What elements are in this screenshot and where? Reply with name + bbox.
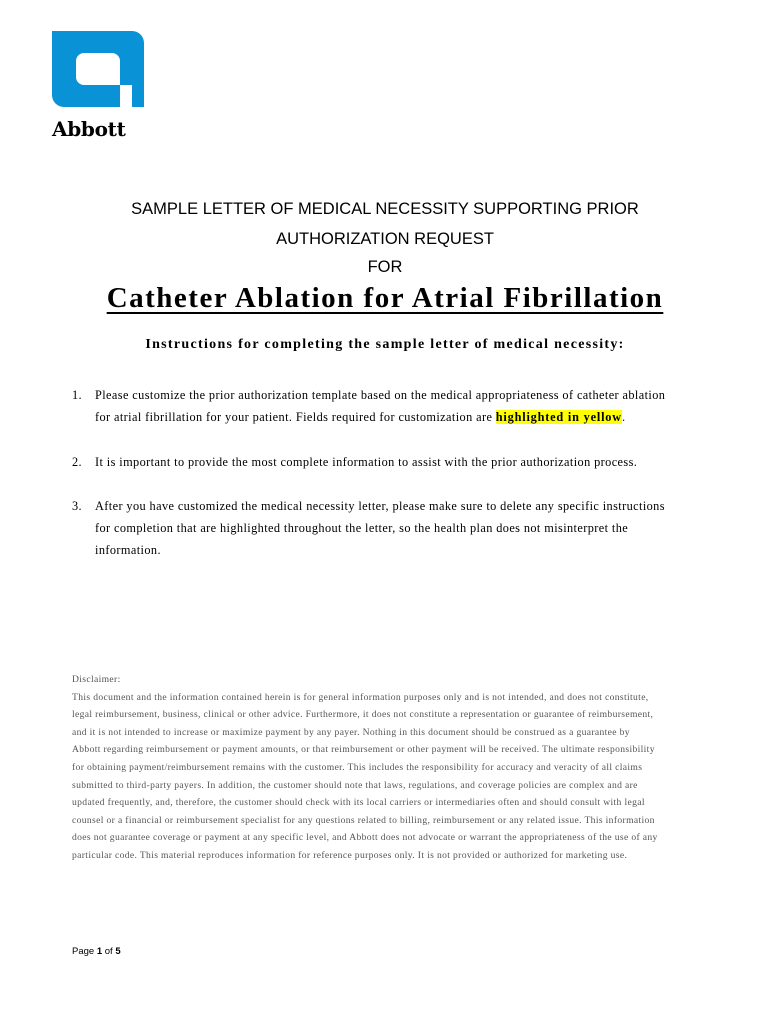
abbott-wordmark: Abbott [52,117,126,141]
disclaimer-label: Disclaimer: [72,674,121,685]
page-current: 1 [96,946,103,957]
disclaimer-line: counsel or a financial or reimbursement specialist for any questions related to billing, reimbursement or any related issue. This information [72,814,655,826]
disclaimer-line: Abbott regarding reimbursement or payment amounts, or that reimbursement or other payment will be received. The ultimate responsibility [72,744,655,756]
item-number: 2. [72,455,83,469]
disclaimer-line: updated frequently, and, therefore, the customer should check with its local carriers or intermediaries often and should consult with legal [72,797,645,809]
item-text: It is important to provide the most complete information to assist with the prior authorization process. [95,455,638,469]
item-line: Please customize the prior authorization template based on the medical appropriateness of catheter ablation [95,388,666,402]
page-number [72,946,121,957]
page-of-label: of [104,946,113,957]
item-text [95,384,700,428]
item-number: 1. [72,388,83,402]
disclaimer-line: This document and the information contained herein is for general information purposes only and is not intended, and does not constitute, [72,691,649,703]
page-label: Page [72,946,95,957]
disclaimer-line: does not guarantee coverage or payment at any specific level, and Abbott does not advocate or warrant the appropriateness of the use of any [72,832,658,844]
disclaimer-line: legal reimbursement, business, clinical or other advice. Furthermore, it does not constitute a representation or guarantee of reimbursement, [72,709,654,721]
instructions-title: Instructions for completing the sample letter of medical necessity: [145,337,625,352]
yellow-highlight: highlighted in yellow [495,410,622,424]
item-number: 3. [72,499,83,513]
document-title-text: Catheter Ablation for Atrial Fibrillation [106,282,664,314]
item-line: for completion that are highlighted throughout the letter, so the health plan does not misinterpret the [95,521,629,535]
heading-line-2: AUTHORIZATION REQUEST [276,230,494,248]
heading-line-3: FOR [367,258,403,276]
item-line: After you have customized the medical necessity letter, please make sure to delete any specific instructions [95,499,665,513]
disclaimer-line: particular code. This material reproduces information for reference purposes only. It is not provided or authorized for marketing use. [72,849,628,861]
abbott-logo-icon [52,31,144,107]
item-line: information. [95,543,161,557]
item-line-pre: for atrial fibrillation for your patient. Fields required for customization are [95,410,496,424]
disclaimer-line: submitted to third-party payers. In addition, the customer should note that laws, regulations, and coverage policies are complex and are [72,779,638,791]
document-title [0,282,770,315]
disclaimer [72,671,702,865]
item-text [95,495,700,561]
item-line [95,406,700,428]
heading-line-1: SAMPLE LETTER OF MEDICAL NECESSITY SUPPORTING PRIOR [131,200,639,218]
disclaimer-line: for obtaining payment/reimbursement remains with the customer. This includes the responsibility for accuracy and veracity of all claims [72,761,643,773]
item-line-post: . [621,410,626,424]
disclaimer-line: and it is not intended to increase or maximize payment by any payer. Nothing in this document should be construed as a guarantee by [72,726,630,738]
page-total: 5 [115,946,121,957]
